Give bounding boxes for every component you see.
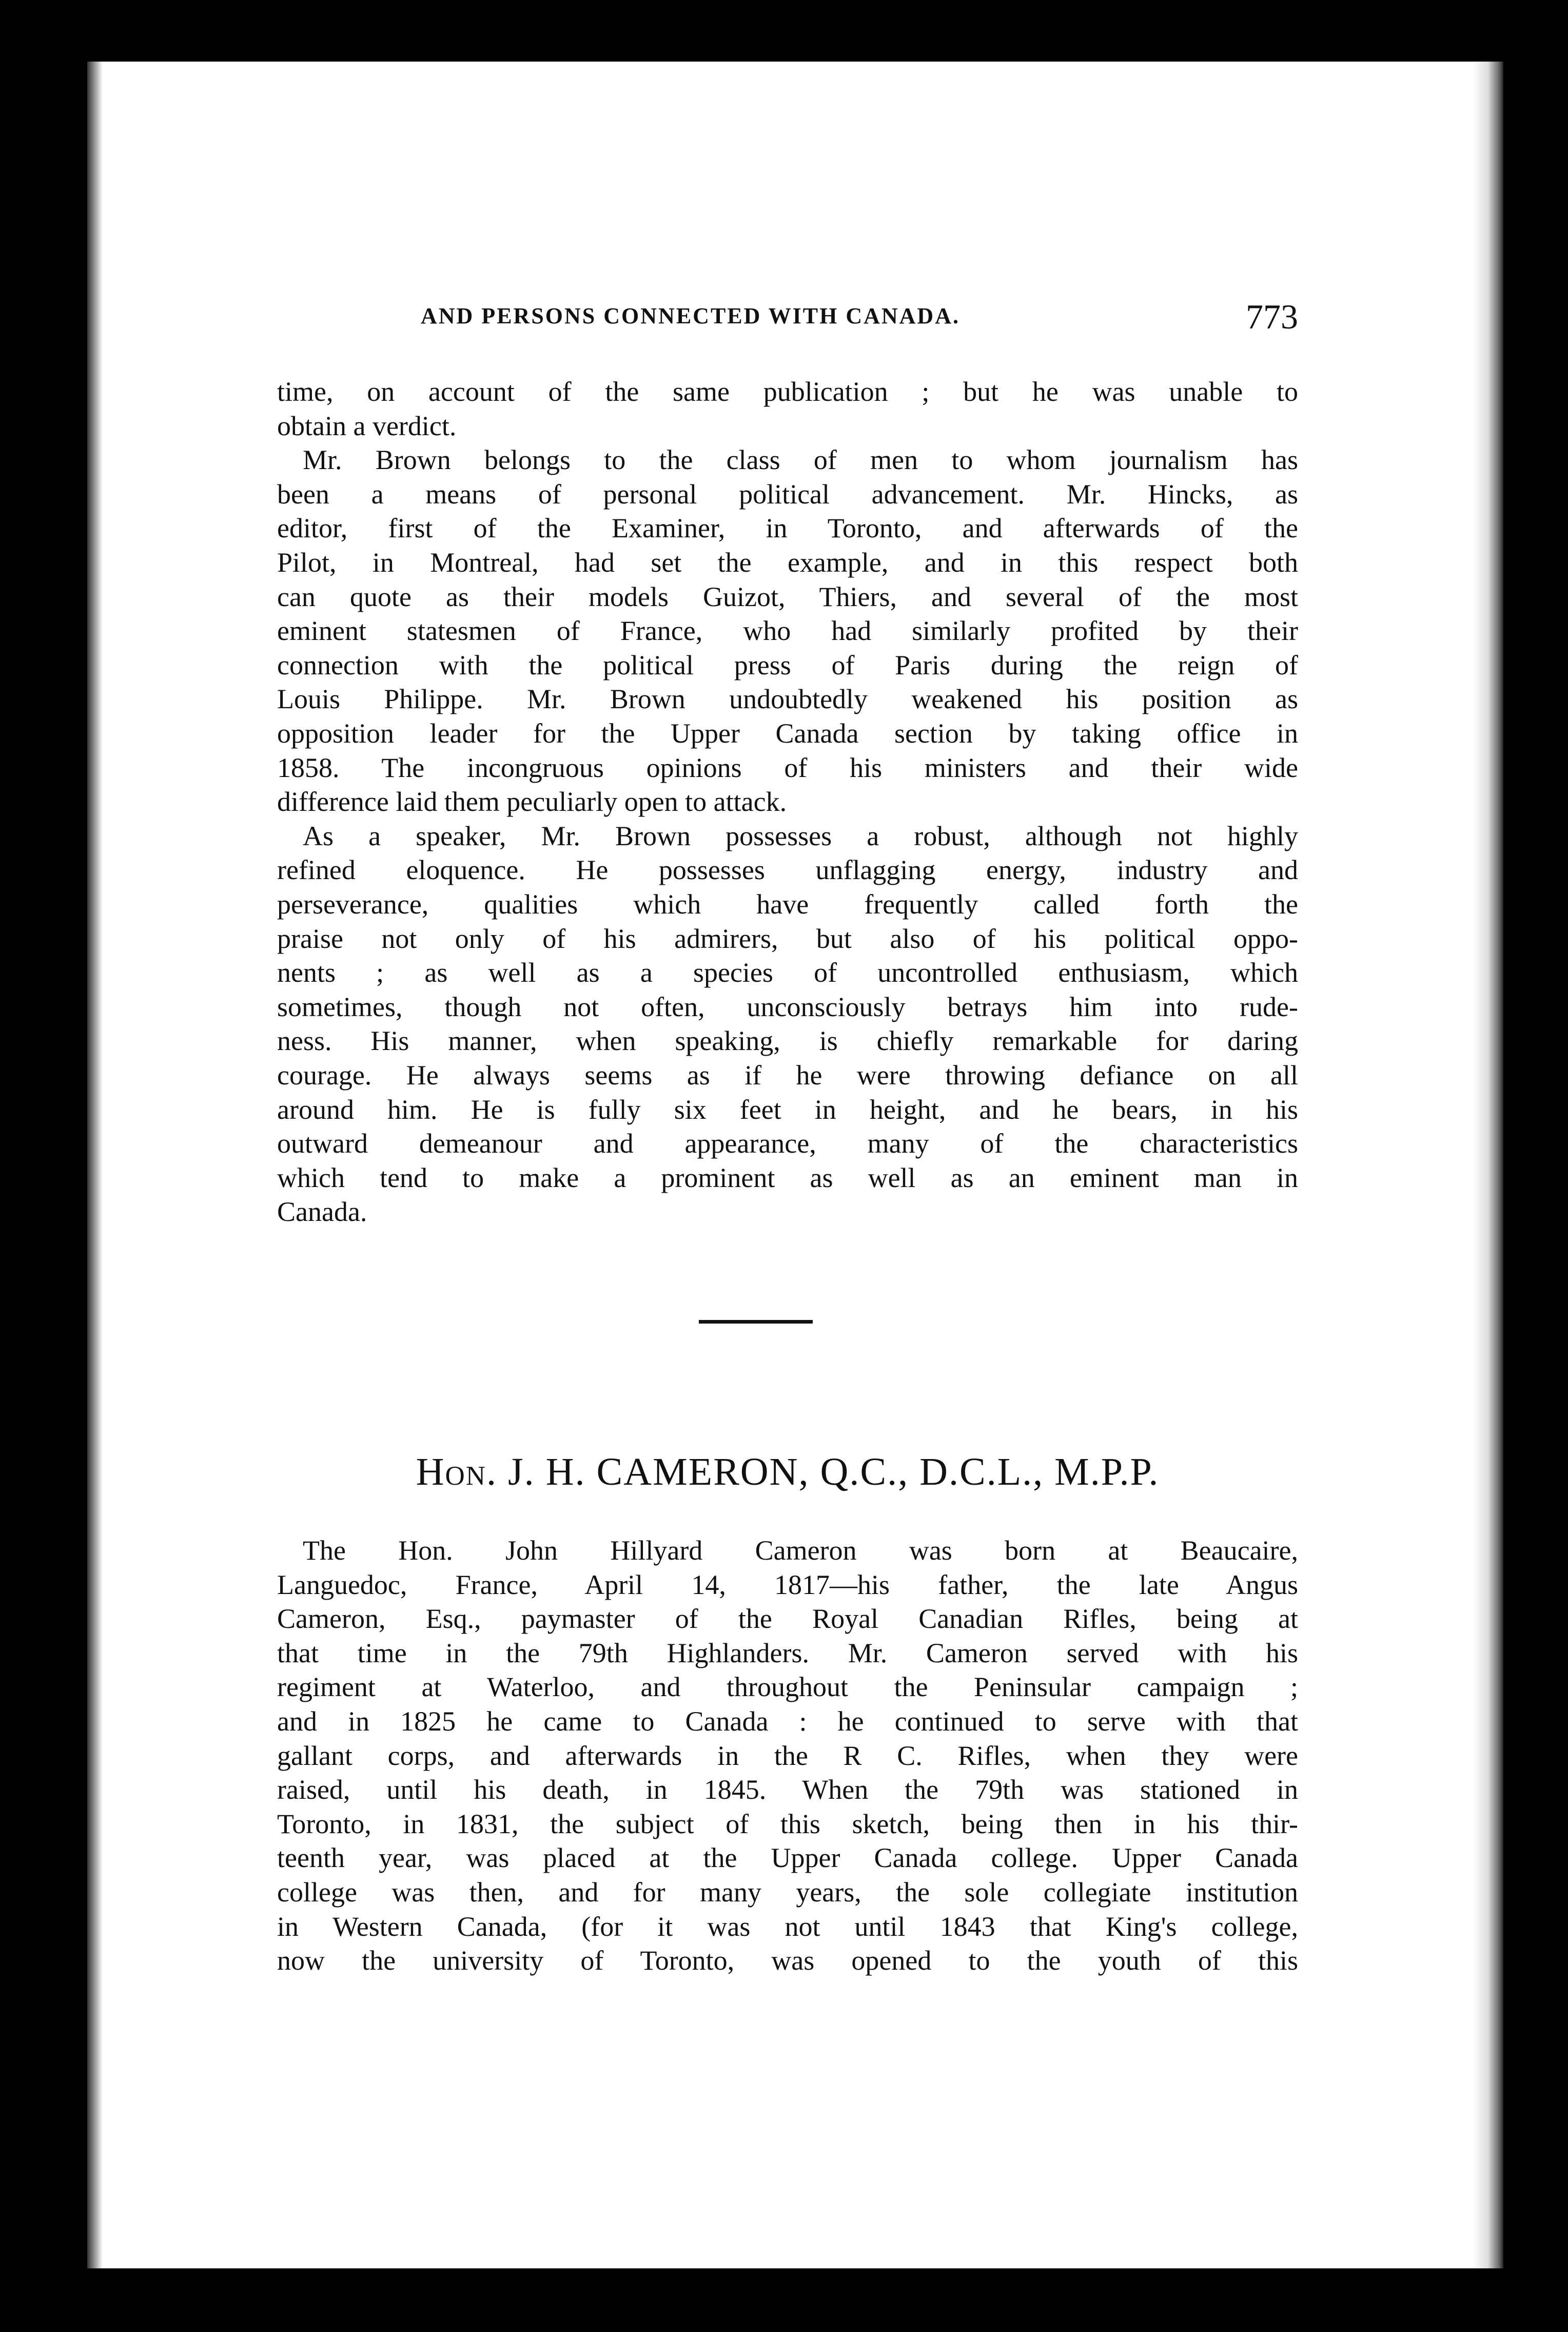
text-line: now the university of Toronto, was opened to the youth of this	[277, 1945, 1298, 1976]
text-line: college was then, and for many years, the sole collegiate institution	[277, 1877, 1298, 1908]
text-line: that time in the 79th Highlanders. Mr. Cameron served with his	[277, 1637, 1298, 1668]
running-head	[277, 297, 1298, 354]
text-line: outward demeanour and appearance, many of the characteristics	[277, 1128, 1298, 1159]
text-line: praise not only of his admirers, but also of his political oppo-	[277, 923, 1298, 954]
text-line: Mr. Brown belongs to the class of men to whom journalism has	[303, 444, 1298, 476]
scan-left-shadow	[87, 62, 103, 2268]
text-line: Louis Philippe. Mr. Brown undoubtedly weakened his position as	[277, 684, 1298, 715]
text-line: regiment at Waterloo, and throughout the Peninsular campaign ;	[277, 1672, 1298, 1703]
text-line: nents ; as well as a species of uncontrolled enthusiasm, which	[277, 957, 1298, 988]
text-line: Cameron, Esq., paymaster of the Royal Canadian Rifles, being at	[277, 1603, 1298, 1635]
text-line: eminent statesmen of France, who had similarly profited by their	[277, 615, 1298, 647]
text-line: As a speaker, Mr. Brown possesses a robust, although not highly	[303, 820, 1298, 851]
running-title: AND PERSONS CONNECTED WITH CANADA.	[421, 303, 960, 328]
text-line: and in 1825 he came to Canada : he continued to serve with that	[277, 1706, 1298, 1737]
page-number: 773	[1246, 297, 1298, 336]
text-line: around him. He is fully six feet in height, and he bears, in his	[277, 1094, 1298, 1125]
text-line: difference laid them peculiarly open to attack.	[277, 786, 787, 818]
text-line: perseverance, qualities which have frequently called forth the	[277, 889, 1298, 920]
text-line: gallant corps, and afterwards in the R C. Rifles, when they were	[277, 1740, 1298, 1771]
text-line: in Western Canada, (for it was not until 1843 that King's college,	[277, 1911, 1298, 1942]
text-line: connection with the political press of Paris during the reign of	[277, 649, 1298, 681]
text-line: ness. His manner, when speaking, is chiefly remarkable for daring	[277, 1025, 1298, 1057]
text-line: teenth year, was placed at the Upper Canada college. Upper Canada	[277, 1842, 1298, 1874]
text-line: time, on account of the same publication ; but he was unable to	[277, 376, 1298, 407]
text-line: Pilot, in Montreal, had set the example, and in this respect both	[277, 547, 1298, 578]
text-line: sometimes, though not often, unconsciously betrays him into rude-	[277, 991, 1298, 1022]
section-heading: Hon. J. H. CAMERON, Q.C., D.C.L., M.P.P.	[416, 1450, 1160, 1493]
text-line: refined eloquence. He possesses unflagging energy, industry and	[277, 854, 1298, 886]
book-page	[87, 62, 1503, 2268]
text-line: Toronto, in 1831, the subject of this sketch, being then in his thir-	[277, 1808, 1298, 1839]
text-line: which tend to make a prominent as well as an eminent man in	[277, 1162, 1298, 1193]
text-line: been a means of personal political advancement. Mr. Hincks, as	[277, 478, 1298, 510]
text-line: The Hon. John Hillyard Cameron was born at Beaucaire,	[303, 1535, 1298, 1566]
text-line: editor, first of the Examiner, in Toronto, and afterwards of the	[277, 513, 1298, 544]
text-line: opposition leader for the Upper Canada section by taking office in	[277, 718, 1298, 749]
text-line: raised, until his death, in 1845. When the 79th was stationed in	[277, 1774, 1298, 1805]
text-line: obtain a verdict.	[277, 410, 457, 441]
text-line: can quote as their models Guizot, Thiers, and several of the most	[277, 581, 1298, 612]
text-line: 1858. The incongruous opinions of his ministers and their wide	[277, 752, 1298, 783]
text-line: Canada.	[277, 1196, 367, 1228]
text-line: Languedoc, France, April 14, 1817—his father, the late Angus	[277, 1569, 1298, 1600]
text-line: courage. He always seems as if he were throwing defiance on all	[277, 1060, 1298, 1091]
scan-right-edge	[1473, 62, 1503, 2268]
section-divider	[699, 1320, 813, 1324]
